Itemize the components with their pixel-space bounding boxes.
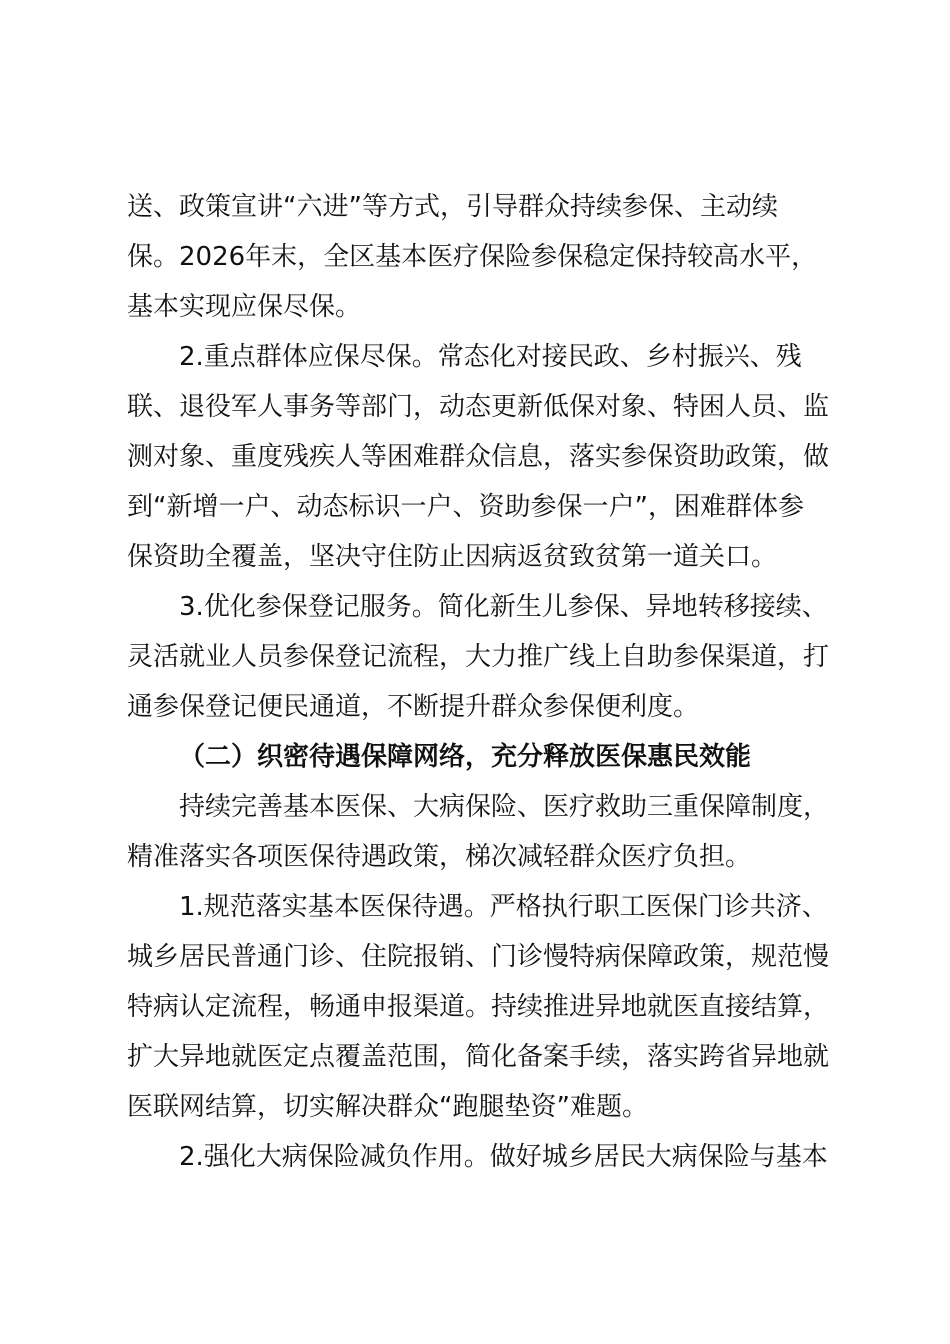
paragraph-line: 测对象、重度残疾人等困难群众信息，落实参保资助政策，做	[127, 442, 830, 472]
paragraph-line: 特病认定流程，畅通申报渠道。持续推进异地就医直接结算，	[127, 992, 830, 1022]
paragraph-line: 3.优化参保登记服务。简化新生儿参保、异地转移接续、	[179, 592, 828, 622]
paragraph-line: 保。2026年末，全区基本医疗保险参保稳定保持较高水平，	[127, 242, 818, 272]
paragraph-line: 城乡居民普通门诊、住院报销、门诊慢特病保障政策，规范慢	[127, 942, 830, 972]
paragraph-line: 联、退役军人事务等部门，动态更新低保对象、特困人员、监	[127, 392, 830, 422]
paragraph-line: 2.强化大病保险减负作用。做好城乡居民大病保险与基本	[179, 1142, 828, 1172]
paragraph-line: 2.重点群体应保尽保。常态化对接民政、乡村振兴、残	[179, 342, 802, 372]
paragraph-line: 基本实现应保尽保。	[127, 292, 362, 322]
paragraph-line: 1.规范落实基本医保待遇。严格执行职工医保门诊共济、	[179, 892, 828, 922]
paragraph-line: 精准落实各项医保待遇政策，梯次减轻群众医疗负担。	[127, 842, 752, 872]
paragraph-line: 灵活就业人员参保登记流程，大力推广线上自助参保渠道，打	[127, 642, 830, 672]
paragraph-line: 扩大异地就医定点覆盖范围，简化备案手续，落实跨省异地就	[127, 1042, 830, 1072]
section-heading: （二）织密待遇保障网络，充分释放医保惠民效能	[179, 742, 752, 772]
paragraph-line: 送、政策宣讲“六进”等方式，引导群众持续参保、主动续	[127, 192, 778, 222]
paragraph-line: 医联网结算，切实解决群众“跑腿垫资”难题。	[127, 1092, 648, 1122]
paragraph-line: 保资助全覆盖，坚决守住防止因病返贫致贫第一道关口。	[127, 542, 778, 572]
document-body	[127, 182, 837, 1182]
paragraph-line: 通参保登记便民通道，不断提升群众参保便利度。	[127, 692, 700, 722]
paragraph-line: 到“新增一户、动态标识一户、资助参保一户”，困难群体参	[127, 492, 804, 522]
paragraph-line: 持续完善基本医保、大病保险、医疗救助三重保障制度，	[179, 792, 830, 822]
